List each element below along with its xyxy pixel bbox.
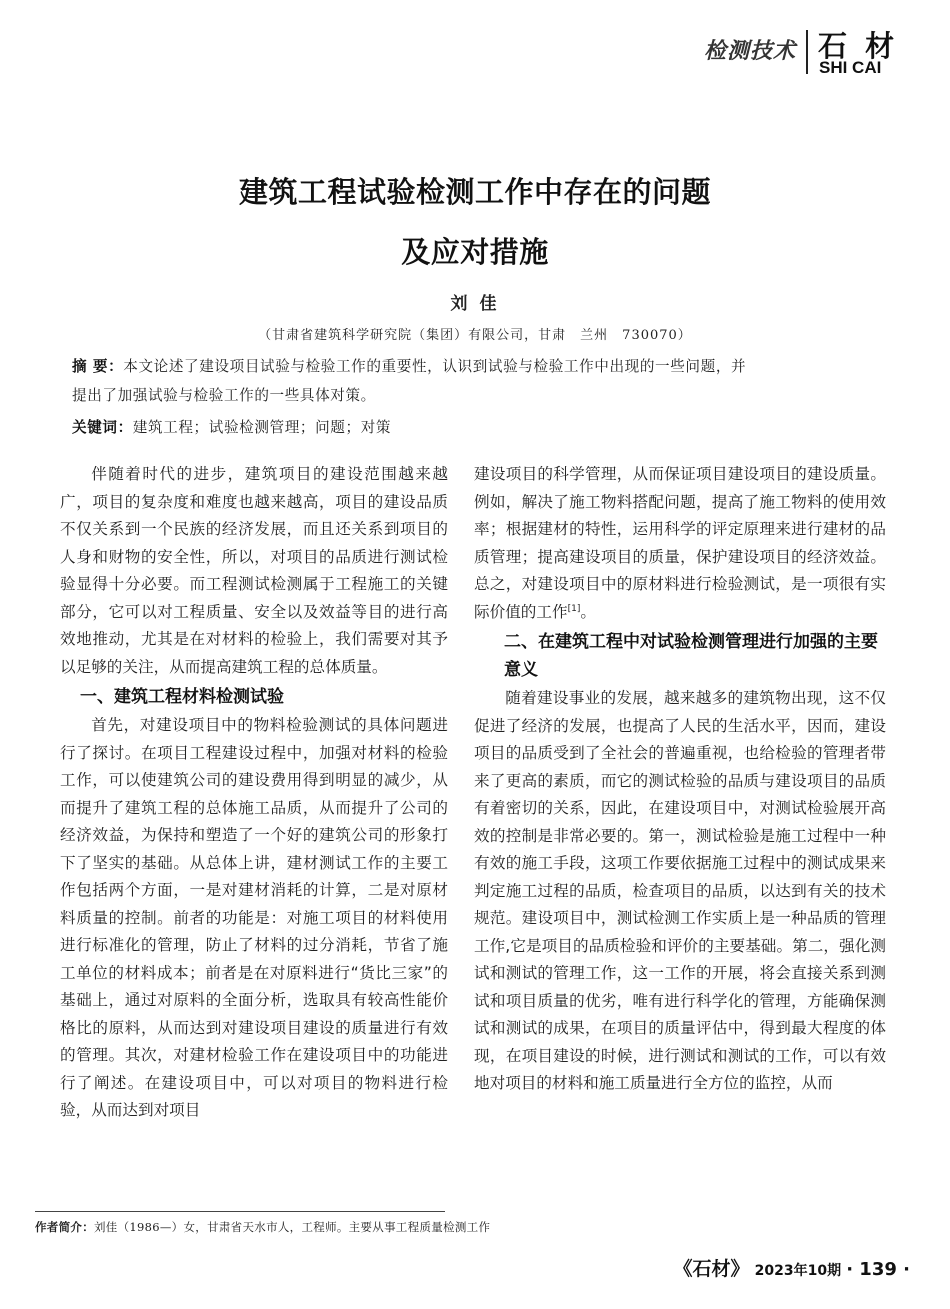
citation-ref[interactable]: [1] bbox=[567, 603, 581, 614]
section-label: 检测技术 bbox=[703, 39, 796, 64]
journal-brand-pinyin: SHI CAI bbox=[819, 58, 882, 77]
footer-journal: 《石材》 bbox=[673, 1258, 750, 1280]
footer-issue: 2023年10期 bbox=[754, 1263, 842, 1279]
author-name: 刘 佳 bbox=[450, 294, 500, 314]
author-affiliation: （甘肃省建筑科学研究院（集团）有限公司，甘肃 兰州 730070） bbox=[258, 328, 692, 343]
section-heading-1: 一、建筑工程材料检测试验 bbox=[80, 687, 284, 707]
header-divider bbox=[806, 30, 808, 74]
section-heading-2: 二、在建筑工程中对试验检测管理进行加强的主要意义 bbox=[504, 632, 878, 680]
keywords-text: 建筑工程；试验检测管理；问题；对策 bbox=[132, 419, 392, 436]
page-number: · 139 · bbox=[846, 1259, 910, 1280]
abstract-text-1: 本文论述了建设项目试验与检验工作的重要性，认识到试验与检验工作中出现的一些问题，并 bbox=[123, 358, 747, 375]
footnote-rule bbox=[35, 1211, 445, 1212]
article-title-line-1: 建筑工程试验检测工作中存在的问题 bbox=[238, 175, 711, 209]
keywords-label: 关键词： bbox=[72, 419, 133, 436]
body-paragraph: 首先，对建设项目中的物料检验测试的具体问题进行了探讨。在项目工程建设过程中，加强对材料的检验工作，可以使建筑公司的建设费用得到明显的减少，从而提升了建筑工程的总体施工品质，从而提升了公司的经济效益，为保持和塑造了一个好的建筑公司的形象打下了坚实的基础。从总体上讲，建材测试工作的主要工作包括两个方面，一是对建材消耗的计算，二是对原材料质量的控制。前者的功能是：对施工项目的材料使用进行标准化的管理，防止了材料的过分消耗，节省了施工单位的材料成本；前者是在对原料进行“货比三家”的基础上，通过对原料的全面分析，选取具有较高性能价格比的原料，从而达到对建设项目建设的质量进行有效的管理。其次，对建材检验工作在建设项目中的功能进行了阐述。在建设项目中，可以对项目的物料进行检验，从而达到对项目 bbox=[60, 716, 448, 1119]
abstract-text-2: 提出了加强试验与检验工作的一些具体对策。 bbox=[72, 387, 376, 404]
keywords bbox=[72, 414, 872, 442]
abstract-continued bbox=[72, 382, 872, 410]
paragraph-text: 建设项目的科学管理，从而保证项目建设项目的建设质量。例如，解决了施工物料搭配问题，提高了施工物料的使用效率；根据建材的特性，运用科学的评定原理来进行建材的品质管理；提高建设项目的质量，保护建设项目的经济效益。总之，对建设项目中的原材料进行检验测试，是一项很有实际价值的工作 bbox=[474, 465, 886, 621]
body-column-right bbox=[474, 461, 886, 1098]
abstract-label: 摘 要： bbox=[72, 358, 124, 375]
abstract bbox=[72, 353, 872, 381]
paragraph-end: 。 bbox=[580, 602, 596, 621]
footnote-label: 作者简介： bbox=[35, 1220, 94, 1234]
body-paragraph: 随着建设事业的发展，越来越多的建筑物出现，这不仅促进了经济的发展，也提高了人民的生活水平，因而，建设项目的品质受到了全社会的普遍重视，也给检验的管理者带来了更高的素质，而它的测试检验的品质与建设项目的品质有着密切的关系，因此，在建设项目中，对测试检验展开高效的控制是非常必要的。第一，测试检验是施工过程中一种有效的施工手段，这项工作要依据施工过程中的测试成果来判定施工过程的品质，检查项目的品质，以达到有关的技术规范。建设项目中，测试检测工作实质上是一种品质的管理工作,它是项目的品质检验和评价的主要基础。第二，强化测试和测试的管理工作，这一工作的开展，将会直接关系到测试和项目质量的优劣，唯有进行科学化的管理，方能确保测试和测试的成果，在项目的质量评估中，得到最大程度的体现，在项目建设的时候，进行测试和测试的工作，可以有效地对项目的材料和施工质量进行全方位的监控，从而 bbox=[474, 689, 886, 1092]
page-footer bbox=[674, 1254, 910, 1281]
journal-brand: 石 材 bbox=[818, 29, 899, 63]
footnote-text: 刘佳（1986—）女，甘肃省天水市人，工程师。主要从事工程质量检测工作 bbox=[94, 1220, 491, 1234]
article-title-line-2: 及应对措施 bbox=[401, 235, 549, 269]
body-paragraph: 伴随着时代的进步，建筑项目的建设范围越来越广，项目的复杂度和难度也越来越高，项目的建设品质不仅关系到一个民族的经济发展，而且还关系到项目的人身和财物的安全性，所以，对项目的品质进行测试检验显得十分必要。而工程测试检测属于工程施工的关键部分，它可以对工程质量、安全以及效益等目的进行高效地推动，尤其是在对材料的检验上，我们需要对其予以足够的关注，从而提高建筑工程的总体质量。 bbox=[60, 465, 448, 676]
body-column-left bbox=[60, 461, 448, 1125]
body-paragraph bbox=[474, 461, 886, 626]
author-bio-footnote bbox=[35, 1219, 490, 1235]
